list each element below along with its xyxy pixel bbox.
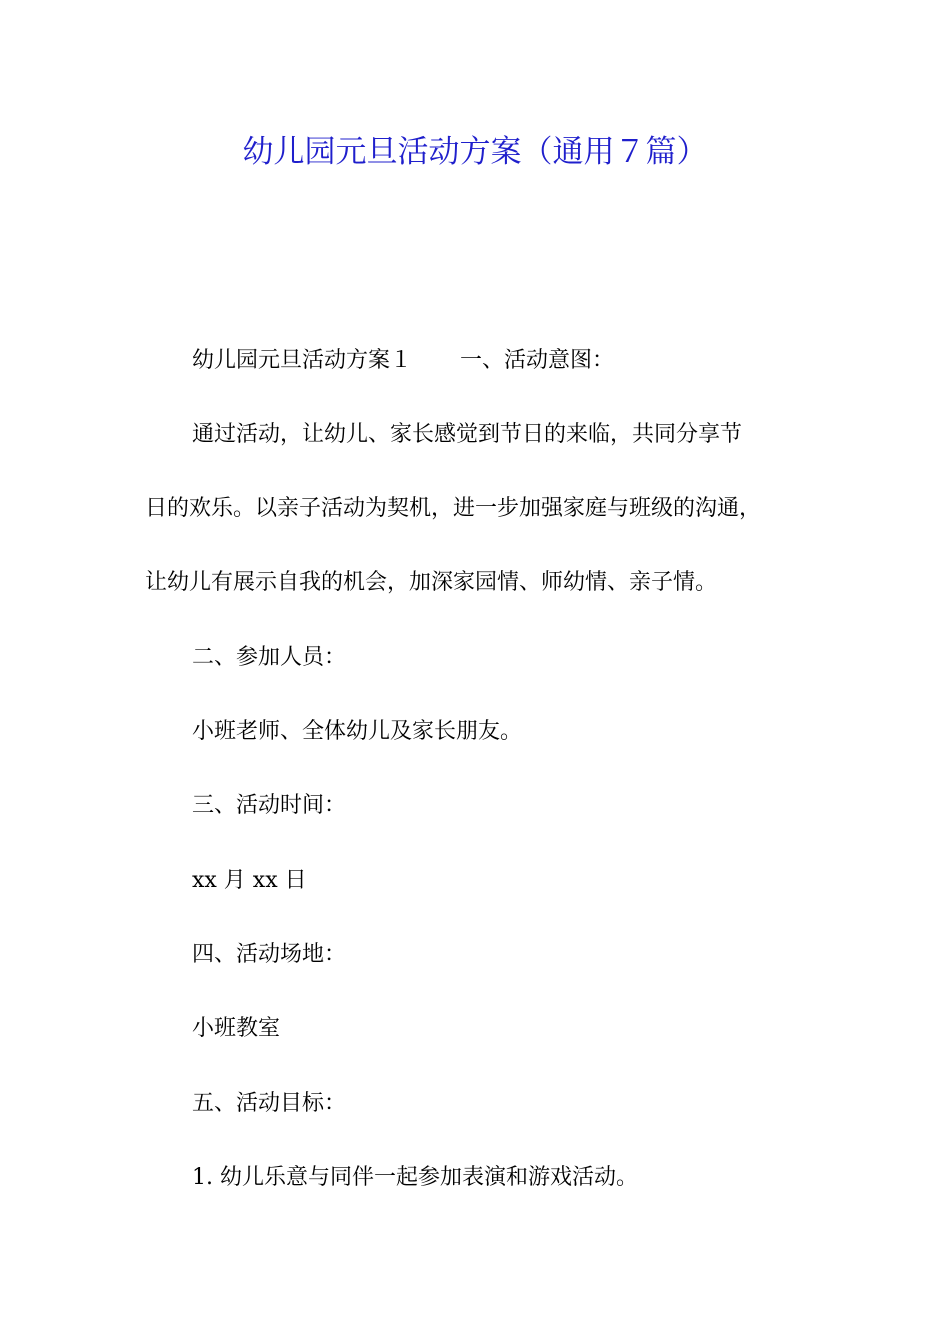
section-heading: 三、活动时间： bbox=[192, 793, 347, 818]
paragraph-line: 让幼儿有展示自我的机会，加深家园情、师幼情、亲子情。 bbox=[145, 570, 718, 595]
paragraph-line: 小班教室 bbox=[192, 1016, 281, 1041]
subsection-heading: 一、活动意图： bbox=[460, 348, 615, 373]
document-title: 幼儿园元旦活动方案（通用７篇） bbox=[242, 134, 708, 170]
section-heading: 二、参加人员： bbox=[192, 645, 347, 670]
paragraph-line: 通过活动，让幼儿、家长感觉到节日的来临，共同分享节 bbox=[192, 422, 743, 447]
section-title: 幼儿园元旦活动方案１ bbox=[192, 348, 413, 373]
section-heading: 五、活动目标： bbox=[192, 1091, 347, 1116]
paragraph-line: xx 月 xx 日 bbox=[192, 868, 307, 893]
paragraph-line: 日的欢乐。以亲子活动为契机，进一步加强家庭与班级的沟通， bbox=[145, 496, 762, 521]
paragraph-heading-line bbox=[192, 341, 614, 381]
list-item: 1. 幼儿乐意与同伴一起参加表演和游戏活动。 bbox=[192, 1165, 638, 1190]
section-heading: 四、活动场地： bbox=[192, 942, 347, 967]
paragraph-line: 小班老师、全体幼儿及家长朋友。 bbox=[192, 719, 523, 744]
